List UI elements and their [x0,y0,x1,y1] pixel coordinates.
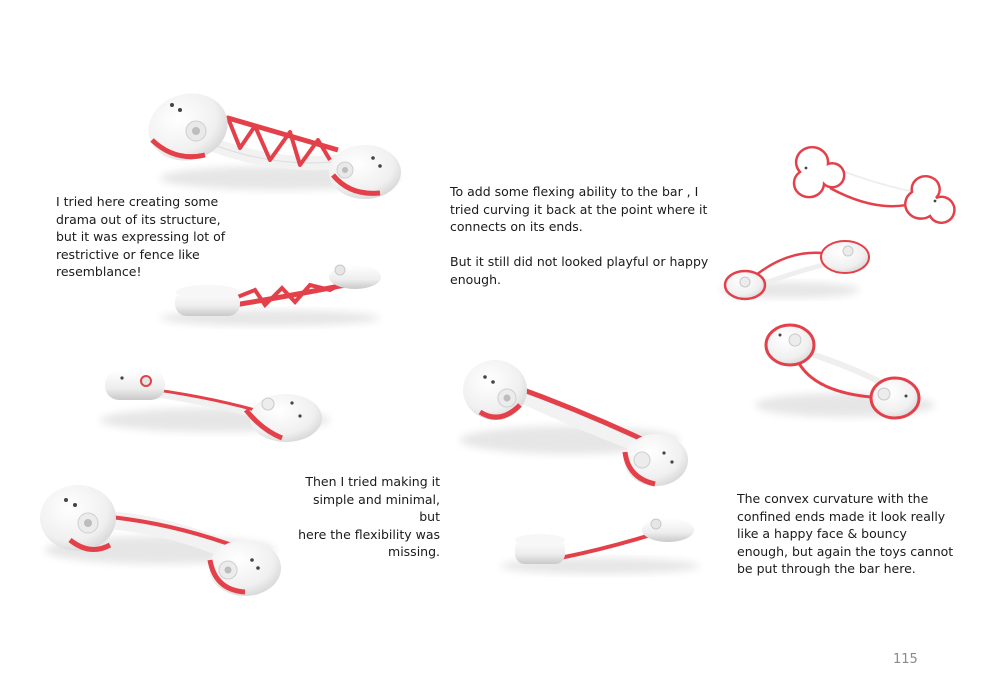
render-curved-top [460,360,688,486]
caption-simple-minimal: Then I tried making it simple and minimal, but here the flexibility was missing. [298,474,440,560]
caption-structure-drama: I tried here creating some drama out of its structure, but it was expressing lot of restrictive or fence like resemblance! [56,194,226,280]
caption-flexing-curve: To add some flexing ability to the bar , I tried curving it back at the point where it connects on its ends. But it still did not looked playful or happy enough. [450,184,709,287]
render-convex-top [755,325,935,418]
page-number: 115 [893,652,918,667]
caption-convex-curvature: The convex curvature with the confined ends made it look really like a happy face & bouncy enough, but again the toys cannot be put through the bar here. [737,491,954,577]
render-convex-outline [794,147,954,223]
render-truss-bar [141,85,401,199]
render-convex-angled [720,241,869,299]
render-curved-side [500,518,700,574]
render-minimal-angled [100,370,330,442]
render-minimal-top [40,485,281,596]
